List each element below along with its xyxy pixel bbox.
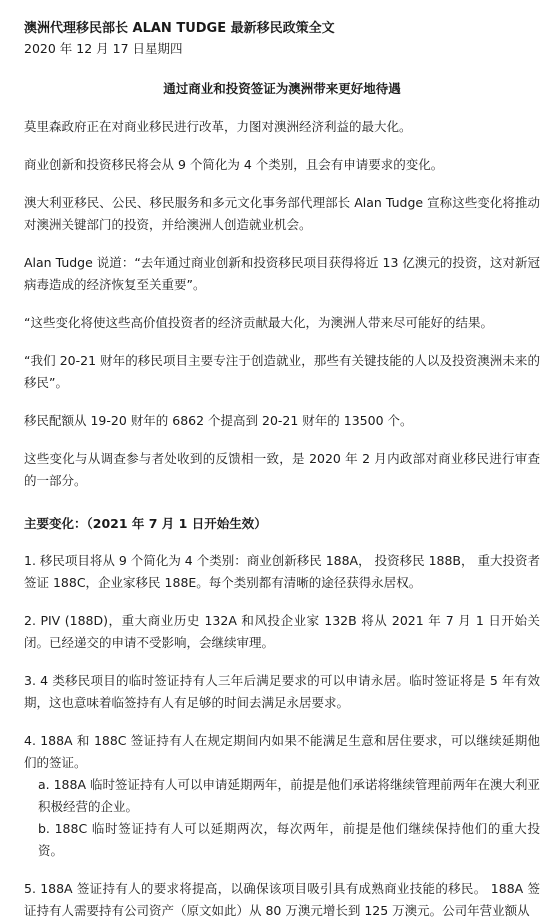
paragraph-feedback: 这些变化与从调查参与者处收到的反馈相一致，是 2020 年 2 月内政部对商业移民进行审查的一部分。 [24, 451, 540, 488]
change-item-4a: a. 188A 临时签证持有人可以申请延期两年，前提是他们承诺将继续管理前两年在澳大利亚积极经营的企业。 [38, 777, 540, 814]
change-item-4b: b. 188C 临时签证持有人可以延期两次，每次两年，前提是他们继续保持他们的重大投资。 [38, 821, 540, 858]
paragraph-categories: 商业创新和投资移民将会从 9 个简化为 4 个类别，且会有申请要求的变化。 [24, 157, 444, 172]
changes-heading: 主要变化：（2021 年 7 月 1 日开始生效） [24, 516, 267, 531]
paragraph-quote-3: “我们 20-21 财年的移民项目主要专注于创造就业，那些有关键技能的人以及投资澳洲未来的移民”。 [24, 353, 540, 390]
change-item-5: 5. 188A 签证持有人的要求将提高，以确保该项目吸引具有成熟商业技能的移民。 188A 签证持有人需要持有公司资产（原文如此）从 80 万澳元增长到 125 万澳元。公司年营业额从 [24, 881, 540, 918]
paragraph-intro: 莫里森政府正在对商业移民进行改革，力图对澳洲经济利益的最大化。 [24, 119, 412, 134]
paragraph-minister: 澳大利亚移民、公民、移民服务和多元文化事务部代理部长 Alan Tudge 宣称这些变化将推动对澳洲关键部门的投资，并给澳洲人创造就业机会。 [24, 195, 540, 232]
change-item-1: 1. 移民项目将从 9 个简化为 4 个类别：商业创新移民 188A， 投资移民 188B， 重大投资者签证 188C，企业家移民 188E。每个类别都有清晰的途径获得永居权。 [24, 553, 540, 590]
change-item-3: 3. 4 类移民项目的临时签证持有人三年后满足要求的可以申请永居。临时签证将是 5 年有效期，这也意味着临签持有人有足够的时间去满足永居要求。 [24, 673, 540, 710]
paragraph-quota: 移民配额从 19-20 财年的 6862 个提高到 20-21 财年的 13500 个。 [24, 413, 413, 428]
section-heading: 通过商业和投资签证为澳洲带来更好地待遇 [163, 81, 401, 96]
document-date: 2020 年 12 月 17 日星期四 [24, 41, 183, 56]
change-item-2: 2. PIV (188D)，重大商业历史 132A 和风投企业家 132B 将从 2021 年 7 月 1 日开始关闭。已经递交的申请不受影响，会继续审理。 [24, 613, 540, 650]
change-item-4: 4. 188A 和 188C 签证持有人在规定期间内如果不能满足生意和居住要求，可以继续延期他们的签证。 [24, 733, 540, 770]
paragraph-quote-2: “这些变化将使这些高价值投资者的经济贡献最大化，为澳洲人带来尽可能好的结果。 [24, 315, 493, 330]
paragraph-quote-1: Alan Tudge 说道：“去年通过商业创新和投资移民项目获得将近 13 亿澳元的投资，这对新冠病毒造成的经济恢复至关重要”。 [24, 255, 540, 292]
document-title: 澳洲代理移民部长 ALAN TUDGE 最新移民政策全文 [24, 21, 335, 36]
